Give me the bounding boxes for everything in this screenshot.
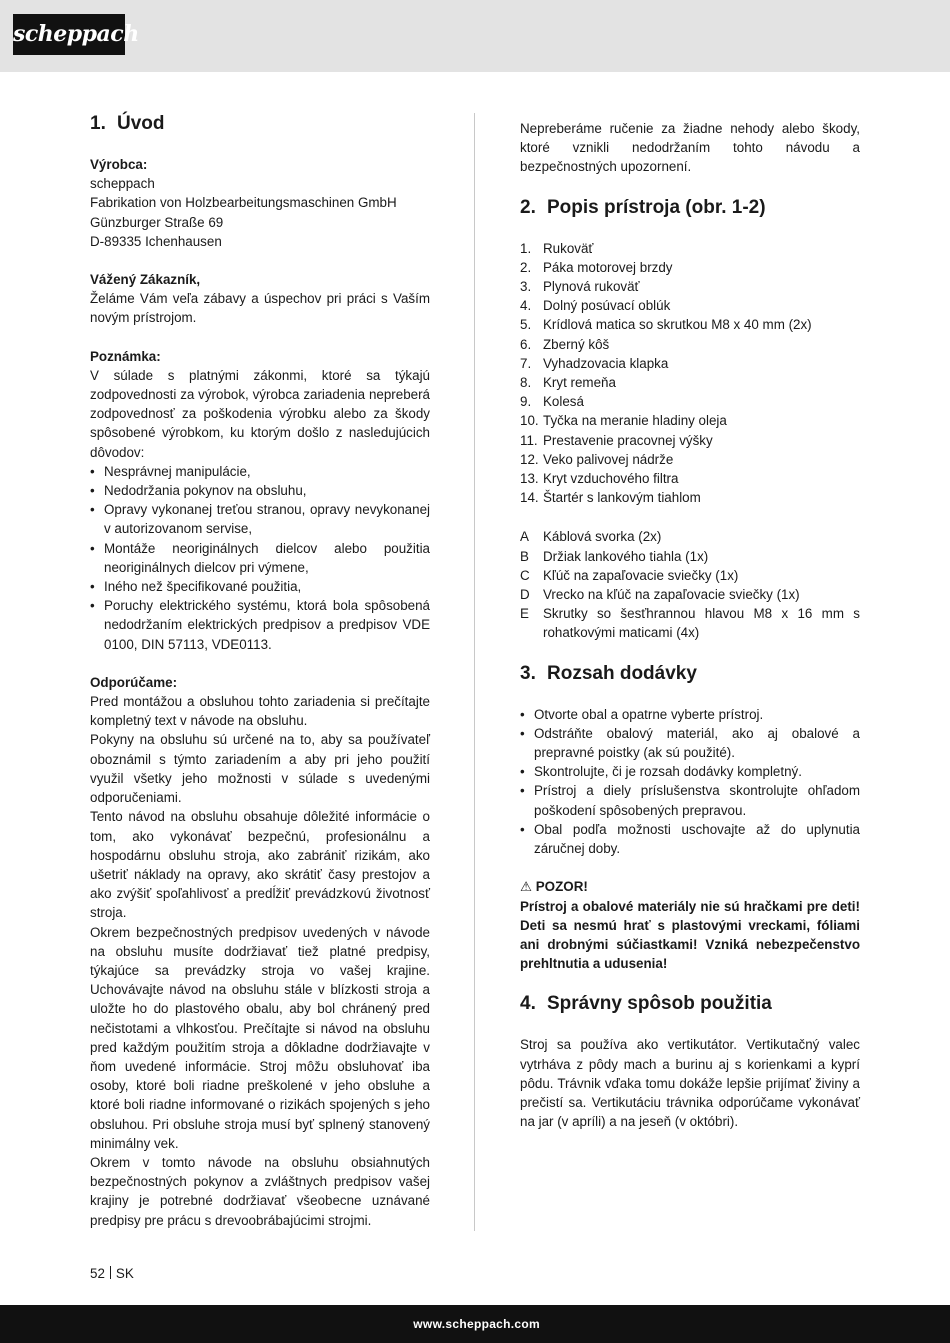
recommend-paragraph: Okrem bezpečnostných predpisov uvedených v návode na obsluhu musíte dodržiavať tiež platné predpisy, týkajúce sa prevádzky stroja vo vašej krajine. Uchovávajte návod na obsluhu stále v blízkosti stroja a uložte ho do plastového obalu, aby bol chránený pred nečistotami a vlhkosťou. Prečítajte si návod na obsluhu pred každým použitím stroja a dôkladne dodržiavajte v ňom uvedené informácie. Stroj môžu obsluhovať iba osoby, ktoré boli riadne preškolené v jeho obsluhe a ktoré boli riadne informované o rizikách spojených s jeho obsluhou. Pri obsluhe stroja musí byť splnený stanovený minimálny vek. — [90, 924, 430, 1151]
warning-heading — [520, 877, 860, 896]
recommend-label: Odporúčame: — [90, 674, 178, 690]
list-item: 1. Rukoväť — [520, 240, 594, 256]
parts-list — [520, 239, 860, 508]
page-number — [90, 1265, 134, 1283]
list-item: B Držiak lankového tiahla (1x) — [520, 548, 709, 564]
list-item: 8. Kryt remeňa — [520, 375, 616, 391]
list-item: 6. Zberný kôš — [520, 336, 610, 352]
section-1-title: Úvod — [117, 113, 165, 134]
list-item: 9. Kolesá — [520, 394, 584, 410]
list-item: • Otvorte obal a opatrne vyberte prístroj. — [520, 706, 764, 722]
dear-customer-text: Želáme Vám veľa zábavy a úspechov pri práci s Vaším novým prístrojom. — [90, 291, 430, 326]
note-label: Poznámka: — [90, 348, 161, 364]
liability-text: Nepreberáme ručenie za žiadne nehody alebo škody, ktoré vznikli nedodržaním tohto návodu a bezpečnostných upozornení. — [520, 121, 860, 175]
delivery-bullet-list — [520, 705, 860, 859]
footer-url[interactable]: www.scheppach.com — [413, 1317, 540, 1331]
recommend-paragraph: Pokyny na obsluhu sú určené na to, aby sa používateľ oboznámil s týmto zariadením a aby pri jeho použití využil všetky jeho možnosti v súlade s uvedenými odporučeniami. — [90, 732, 430, 806]
column-divider — [474, 113, 475, 1231]
section-1-number: 1. — [90, 113, 106, 134]
list-item: D Vrecko na kľúč na zapaľovacie sviečky (1x) — [520, 587, 800, 603]
recommend-paragraph: Tento návod na obsluhu obsahuje dôležité informácie o tom, ako vykonávať bezpečnú, profesionálnu a hospodárnu obsluhu stroja, ako zabrániť rizikám, ako ušetriť náklady na opravy, ako skrátiť časy prestojov a ako zvýšiť spoľahlivosť a predĺžiť prevádzkovú životnosť stroja. — [90, 809, 430, 921]
list-item: C Kľúč na zapaľovacie sviečky (1x) — [520, 567, 739, 583]
right-column — [520, 119, 860, 1131]
footer-band — [0, 1305, 950, 1343]
list-item: • Nedodržania pokynov na obsluhu, — [90, 483, 307, 499]
list-item: 14. Štartér s lankovým tiahlom — [520, 490, 701, 506]
list-item: • Iného než špecifikované použitia, — [90, 579, 302, 595]
list-item: • Odstráňte obalový materiál, ako aj obalové a prepravné poistky (ak sú použité). — [520, 725, 860, 761]
list-item: • Prístroj a diely príslušenstva skontrolujte ohľadom poškodení spôsobených prepravou. — [520, 783, 860, 818]
list-item: A Káblová svorka (2x) — [520, 529, 662, 545]
list-item: 13. Kryt vzduchového filtra — [520, 471, 679, 487]
list-item: 3. Plynová rukoväť — [520, 279, 640, 295]
list-item: 12. Veko palivovej nádrže — [520, 451, 674, 467]
section-3-number: 3. — [520, 662, 536, 684]
warning-text: Prístroj a obalové materiály nie sú hračkami pre deti! Deti sa nesmú hrať s plastovými vreckami, fóliami ani drobnými súčiastkami! Vzniká nebezpečenstvo prehltnutia a udusenia! — [520, 898, 860, 972]
list-item: • Nesprávnej manipulácie, — [90, 463, 251, 479]
manufacturer-line: Fabrikation von Holzbearbeitungsmaschinen GmbH — [90, 195, 397, 211]
list-item: • Montáže neoriginálnych dielcov alebo použitia neoriginálnych dielcov pri výmene, — [90, 540, 430, 575]
manufacturer-label: Výrobca: — [90, 157, 148, 172]
page-language: SK — [115, 1266, 134, 1281]
scheppach-logo: scheppach — [13, 14, 125, 55]
list-item: • Poruchy elektrického systému, ktorá bola spôsobená nedodržaním elektrických predpisov a predpisov VDE 0100, DIN 57113, VDE0113. — [90, 598, 430, 652]
manufacturer-line: Günzburger Straße 69 — [90, 214, 224, 230]
list-item: 5. Krídlová matica so skrutkou M8 x 40 mm (2x) — [520, 317, 812, 333]
list-item: E Skrutky so šesťhrannou hlavou M8 x 16 mm s rohatkovými maticami (4x) — [520, 606, 860, 641]
left-column — [90, 112, 430, 1230]
manufacturer-line: scheppach — [90, 176, 155, 192]
list-item: 7. Vyhadzovacia klapka — [520, 355, 669, 371]
header-band — [0, 0, 950, 72]
section-4-number: 4. — [520, 993, 536, 1015]
list-item: 11. Prestavenie pracovnej výšky — [520, 432, 713, 448]
list-item: • Skontrolujte, či je rozsah dodávky kompletný. — [520, 764, 802, 780]
section-4-title: Správny spôsob použitia — [547, 993, 772, 1015]
warning-title: POZOR! — [535, 879, 588, 895]
note-bullet-list — [90, 462, 430, 654]
section-2-heading — [520, 196, 860, 220]
recommend-paragraph: Pred montážou a obsluhou tohto zariadenia si prečítajte kompletný text v návode na obsluhu. — [90, 694, 430, 729]
dear-customer-label: Vážený Zákazník, — [90, 272, 201, 288]
list-item: • Opravy vykonanej treťou stranou, opravy nevykonanej v autorizovanom servise, — [90, 502, 430, 537]
intended-use-text: Stroj sa používa ako vertikutátor. Vertikutačný valec vytrháva z pôdy mach a burinu aj s korienkami a kyprí pôdu. Trávnik vďaka tomu dokáže lepšie prijímať živiny a prečistí sa. Vertikutáciu trávnika odporúčame vykonávať na jar (v apríli) a na jeseň (v októbri). — [520, 1037, 860, 1130]
section-2-title: Popis prístroja (obr. 1-2) — [547, 196, 766, 218]
list-item: • Obal podľa možnosti uschovajte až do uplynutia záručnej doby. — [520, 821, 860, 857]
manufacturer-line: D-89335 Ichenhausen — [90, 233, 222, 249]
list-item: 10. Tyčka na meranie hladiny oleja — [520, 413, 727, 429]
section-4-heading — [520, 992, 860, 1016]
section-3-heading — [520, 662, 860, 686]
accessories-list — [520, 527, 860, 642]
recommend-paragraph: Okrem v tomto návode na obsluhu obsiahnutých bezpečnostných pokynov a zvláštnych predpisov vašej krajiny je potrebné dodržiavať všeobecne uznávané predpisy pre prácu s drevoobrábajúcimi strojmi. — [90, 1154, 430, 1228]
note-text: V súlade s platnými zákonmi, ktoré sa týkajú zodpovednosti za výrobok, výrobca zariadenia nepreberá zodpovednosť za poškodenia výrobku alebo za škody spôsobené výrobkom, ku ktorým došlo z nasledujúcich dôvodov: — [90, 367, 430, 460]
warning-triangle-icon: ⚠ — [520, 879, 533, 895]
section-3-title: Rozsah dodávky — [547, 662, 697, 684]
page-number-value: 52 — [90, 1266, 105, 1281]
section-1-heading — [90, 112, 430, 136]
section-2-number: 2. — [520, 196, 536, 218]
list-item: 2. Páka motorovej brzdy — [520, 259, 673, 275]
list-item: 4. Dolný posúvací oblúk — [520, 298, 671, 314]
